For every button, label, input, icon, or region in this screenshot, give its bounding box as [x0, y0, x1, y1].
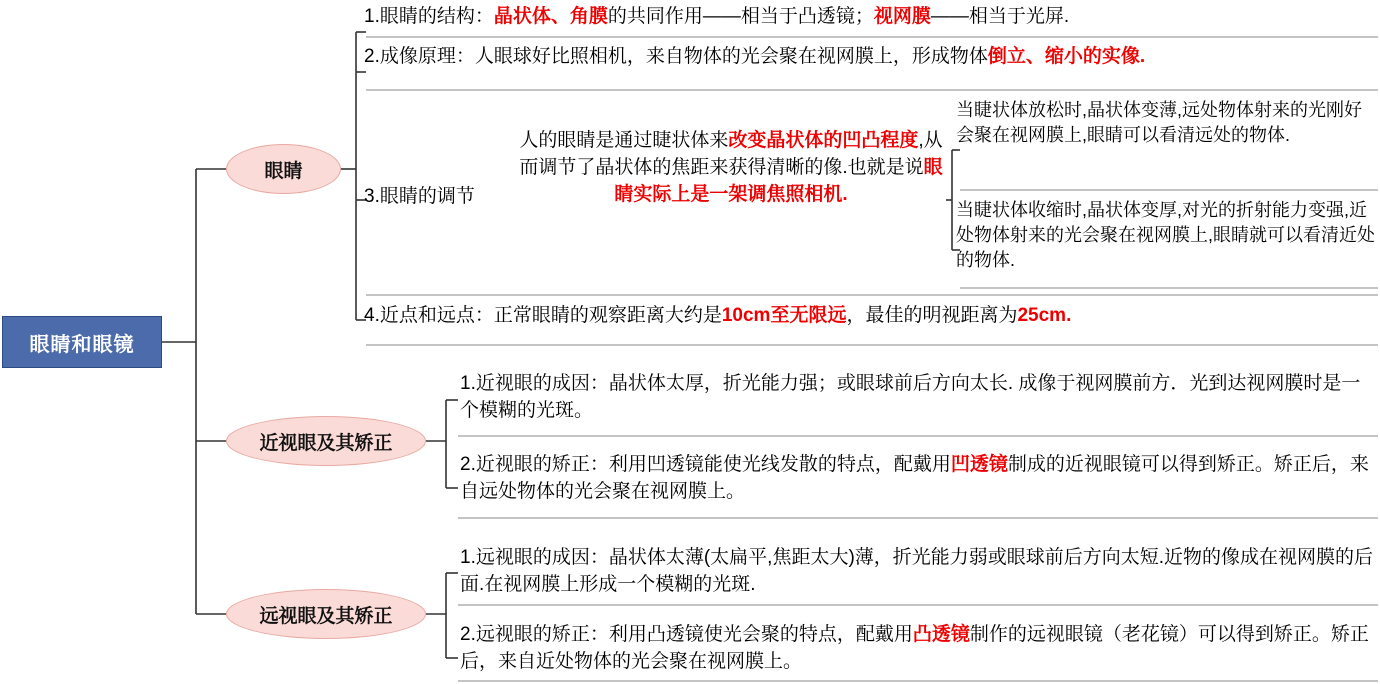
leaf-eye-structure-part3: ——相当于光屏. [930, 6, 1070, 27]
leaf-eye-adjust-contract-text: 当睫状体收缩时,晶状体变厚,对光的折射能力变强,近处物体射来的光会聚在视网膜上,眼睛就可以看清近处的物体. [956, 200, 1375, 271]
leaf-hyperopia-correction-highlight1: 凸透镜 [912, 624, 970, 645]
leaf-hyperopia-correction-part1: 2.远视眼的矫正：利用凸透镜使光会聚的特点，配戴用 [460, 624, 913, 645]
leaf-eye-imaging [364, 44, 1378, 71]
leaf-hyperopia-cause-text: 1.远视眼的成因：晶状体太薄(太扁平,焦距太大)薄，折光能力弱或眼球前后方向太短.近物的像成在视网膜的后面.在视网膜上形成一个模糊的光斑. [460, 547, 1374, 595]
leaf-eye-adjust-contract [956, 198, 1376, 274]
leaf-eye-imaging-highlight1: 倒立、缩小的实像. [987, 46, 1146, 67]
leaf-eye-structure-part2: 的共同作用——相当于凸透镜； [607, 6, 874, 27]
leaf-eye-structure-highlight1: 晶状体、角膜 [493, 6, 608, 27]
leaf-eye-adjust-label-text: 3.眼睛的调节 [364, 186, 475, 207]
leaf-eye-nearfar-highlight1: 10cm至无限远 [721, 305, 847, 326]
leaf-myopia-cause-text: 1.近视眼的成因：晶状体太厚，折光能力强；或眼球前后方向太长. 成像于视网膜前方．光到达视网膜时是一个模糊的光斑。 [460, 373, 1361, 421]
leaf-myopia-cause [460, 371, 1376, 425]
leaf-myopia-correction [460, 452, 1376, 506]
leaf-eye-adjust-part1: 人的眼睛是通过睫状体来 [519, 130, 729, 151]
leaf-eye-nearfar-part2: ，最佳的明视距离为 [846, 305, 1018, 326]
branch-node-myopia[interactable] [226, 416, 426, 466]
leaf-eye-structure [364, 4, 1376, 31]
branch-node-myopia-label: 近视眼及其矫正 [259, 432, 393, 454]
branch-node-eye-label: 眼睛 [264, 160, 303, 182]
leaf-myopia-correction-part1: 2.近视眼的矫正：利用凹透镜能使光线发散的特点，配戴用 [460, 454, 951, 475]
branch-node-hyperopia[interactable] [226, 589, 426, 639]
branch-node-hyperopia-label: 远视眼及其矫正 [259, 605, 393, 627]
leaf-hyperopia-correction-part2: 制作的远视眼镜（老花镜）可以得到矫正。矫正后，来自近处物体的光会聚在视网膜上。 [460, 624, 1369, 672]
leaf-eye-structure-part1: 1.眼睛的结构： [364, 6, 494, 27]
leaf-myopia-correction-part2: 制成的近视眼镜可以得到矫正。矫正后，来自远处物体的光会聚在视网膜上。 [460, 454, 1369, 502]
leaf-eye-nearpoint-farpoint [364, 303, 1378, 330]
leaf-eye-adjust-body [516, 128, 946, 209]
leaf-hyperopia-cause [460, 545, 1376, 599]
leaf-eye-adjust-label [364, 184, 514, 211]
leaf-eye-nearfar-highlight2: 25cm. [1017, 305, 1072, 326]
branch-node-eye[interactable] [226, 144, 341, 194]
leaf-eye-adjust-relax [956, 98, 1376, 148]
leaf-eye-adjust-relax-text: 当睫状体放松时,晶状体变薄,远处物体射来的光刚好会聚在视网膜上,眼睛可以看清远处的物体. [956, 100, 1362, 146]
leaf-eye-adjust-part2: ,从而调节了晶状体的焦距来获得清晰的像.也就是说 [519, 130, 943, 178]
leaf-myopia-correction-highlight1: 凹透镜 [950, 454, 1008, 475]
leaf-eye-adjust-highlight2: 眼睛实际上是一架调焦照相机. [614, 156, 943, 205]
root-node-label: 眼睛和眼镜 [29, 333, 135, 356]
leaf-hyperopia-correction [460, 622, 1376, 676]
leaf-eye-structure-highlight2: 视网膜 [873, 6, 931, 27]
leaf-eye-imaging-part1: 2.成像原理：人眼球好比照相机，来自物体的光会聚在视网膜上，形成物体 [364, 46, 988, 67]
leaf-eye-adjust-highlight1: 改变晶状体的凹凸程度 [728, 130, 919, 151]
root-node[interactable] [2, 316, 162, 368]
leaf-eye-nearfar-part1: 4.近点和远点：正常眼睛的观察距离大约是 [364, 305, 722, 326]
